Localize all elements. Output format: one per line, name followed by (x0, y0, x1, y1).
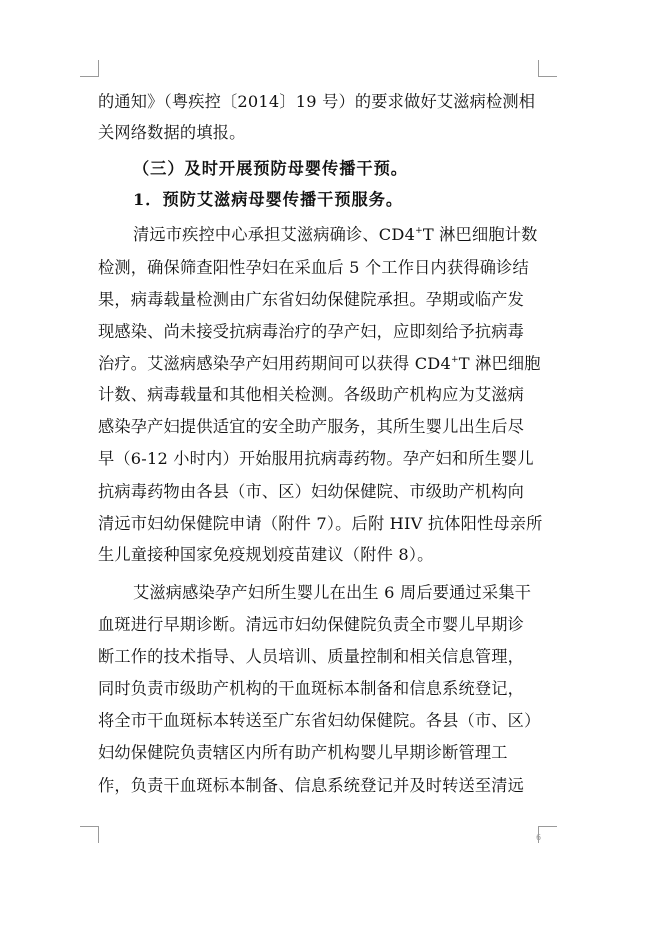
paragraph-line-cd4-1 (133, 221, 558, 249)
text-line-1: 的通知》（粤疾控〔2014〕19 号）的要求做好艾滋病检测相 (98, 92, 536, 111)
paragraph-line: 生儿童接种国家免疫规划疫苗建议（附件 8）。 (98, 545, 434, 564)
page-number: 6 (536, 833, 542, 842)
paragraph-line: 计数、病毒载量和其他相关检测。各级助产机构应为艾滋病 (98, 385, 525, 404)
crop-mark-top-left (80, 60, 99, 77)
cd4-line-start: 清远市疾控中心承担艾滋病确诊、CD4 (133, 225, 416, 244)
paragraph-line: 断工作的技术指导、人员培训、质量控制和相关信息管理， (98, 647, 525, 666)
paragraph-line-cd4-2 (98, 350, 558, 378)
paragraph-line: 血斑进行早期诊断。清远市妇幼保健院负责全市婴儿早期诊 (98, 615, 525, 634)
paragraph-line: 现感染、尚未接受抗病毒治疗的孕产妇，应即刻给予抗病毒 (98, 322, 525, 341)
cd4-line2-start: 治疗。艾滋病感染孕产妇用药期间可以获得 CD4 (98, 354, 451, 373)
paragraph-line: 艾滋病感染孕产妇所生婴儿在出生 6 周后要通过采集干 (133, 583, 532, 602)
paragraph-line: 抗病毒药物由各县（市、区）妇幼保健院、市级助产机构向 (98, 482, 525, 501)
paragraph-line: 妇幼保健院负责辖区内所有助产机构婴儿早期诊断管理工 (98, 743, 508, 762)
crop-mark-bottom-left (80, 826, 99, 843)
paragraph-line: 早（6-12 小时内）开始服用抗病毒药物。孕产妇和所生婴儿 (98, 449, 534, 468)
paragraph-line: 同时负责市级助产机构的干血斑标本制备和信息系统登记， (98, 679, 525, 698)
paragraph-line: 果，病毒载量检测由广东省妇幼保健院承担。孕期或临产发 (98, 290, 525, 309)
section-heading: （三）及时开展预防母婴传播干预。 (133, 159, 408, 178)
crop-mark-top-right (538, 60, 557, 77)
paragraph-line: 将全市干血斑标本转送至广东省妇幼保健院。各县（市、区） (98, 711, 541, 730)
superscript-plus: + (415, 226, 423, 236)
paragraph-line: 感染孕产妇提供适宜的安全助产服务，其所生婴儿出生后尽 (98, 417, 525, 436)
paragraph-line: 清远市妇幼保健院申请（附件 7）。后附 HIV 抗体阳性母亲所 (98, 514, 543, 533)
paragraph-line: 作，负责干血斑标本制备、信息系统登记并及时转送至清远 (98, 776, 525, 795)
text-line-2: 关网络数据的填报。 (98, 123, 246, 142)
subsection-heading: 1．预防艾滋病母婴传播干预服务。 (133, 190, 404, 209)
cd4-line2-end: T 淋巴细胞 (458, 354, 541, 373)
superscript-plus: + (450, 355, 459, 365)
paragraph-line: 检测，确保筛查阳性孕妇在采血后 5 个工作日内获得确诊结 (98, 258, 529, 277)
cd4-line-end: T 淋巴细胞计数 (422, 225, 538, 244)
